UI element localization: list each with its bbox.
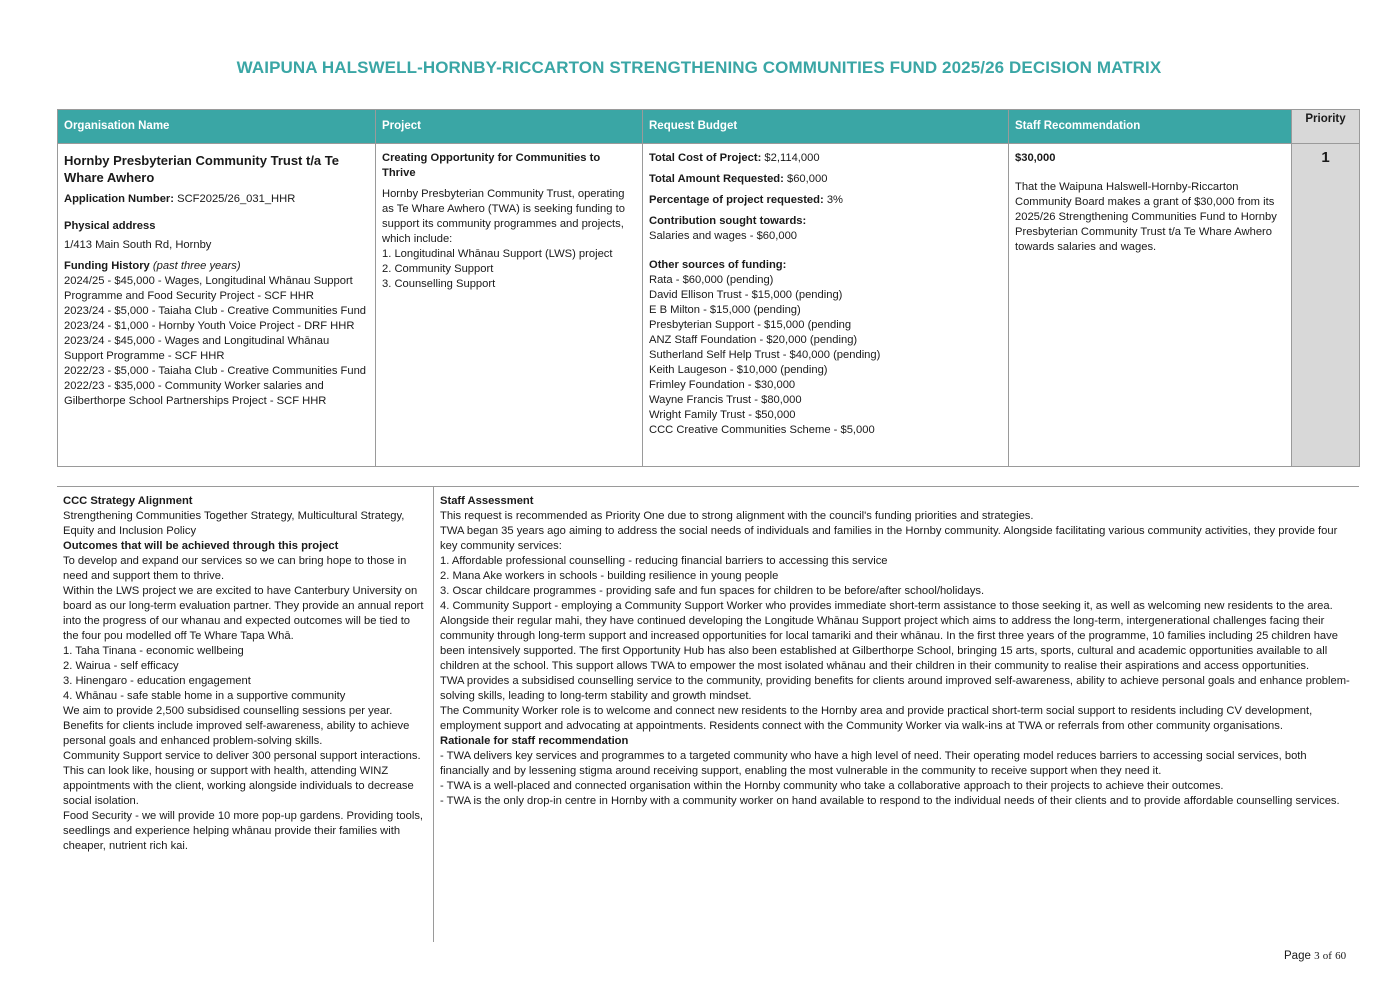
list-item: 2023/24 - $1,000 - Hornby Youth Voice Project - DRF HHR	[64, 320, 355, 332]
list-item: 2. Wairua - self efficacy	[63, 660, 179, 672]
list-item: 1. Taha Tinana - economic wellbeing	[63, 645, 244, 657]
list-item: 2022/23 - $5,000 - Taiaha Club - Creative Communities Fund	[64, 365, 367, 377]
assessment-heading: Staff Assessment	[440, 495, 534, 507]
assessment-paragraph: TWA began 35 years ago aiming to address the social needs of individuals and families in the Hornby community. Alongside facilitating various community activities, they provide four key community services:	[440, 525, 1338, 552]
list-item: 4. Whānau - safe stable home in a supportive community	[63, 690, 346, 702]
other-funding-label: Other sources of funding:	[649, 259, 787, 271]
list-item: 1. Affordable professional counselling - reducing financial barriers to accessing this service	[440, 555, 888, 567]
budget-cell	[643, 144, 1009, 467]
list-item: ANZ Staff Foundation - $20,000 (pending)	[649, 334, 858, 346]
list-item: 3. Hinengaro - education engagement	[63, 675, 251, 687]
application-number	[64, 192, 369, 207]
list-item: 2. Community Support	[382, 263, 494, 275]
list-item: E B Milton - $15,000 (pending)	[649, 304, 801, 316]
lws-text: Within the LWS project we are excited to have Canterbury University on board as our long-term evaluation partner. They provide an annual report into the progress of our whanau and expected outcomes will be tied to the four pou modelled off Te Whare Tapa Whā.	[63, 585, 424, 642]
funding-history-heading	[64, 259, 369, 274]
food-security-outcome: Food Security - we will provide 10 more pop-up gardens. Providing tools, seedlings and experience helping whānau provide their families with cheaper, nutrient rich kai.	[63, 810, 424, 852]
decision-matrix-table	[57, 109, 1360, 467]
amount-requested	[649, 172, 1002, 187]
funding-history-list	[64, 274, 369, 409]
list-item: Keith Laugeson - $10,000 (pending)	[649, 364, 828, 376]
application-number-label: Application Number:	[64, 193, 175, 205]
pou-list	[63, 644, 427, 704]
column-divider	[433, 487, 434, 942]
organisation-cell	[58, 144, 376, 467]
other-funding-list	[649, 273, 1002, 438]
project-name: Creating Opportunity for Communities to Thrive	[382, 152, 601, 179]
physical-address: 1/413 Main South Rd, Hornby	[64, 239, 212, 251]
list-item: 2022/23 - $35,000 - Community Worker salaries and Gilberthorpe School Partnerships Project - SCF HHR	[64, 380, 327, 407]
recommendation-text: That the Waipuna Halswell-Hornby-Riccarton Community Board makes a grant of $30,000 from its 2025/26 Strengthening Communities Fund to Hornby Presbyterian Community Trust t/a Te Whare Awhero towards salaries and wages.	[1015, 181, 1277, 253]
total-cost-label: Total Cost of Project:	[649, 152, 762, 164]
percentage-requested	[649, 193, 1002, 208]
outcomes-heading: Outcomes that will be achieved through this project	[63, 540, 339, 552]
counselling-outcome: We aim to provide 2,500 subsidised counselling sessions per year. Benefits for clients include improved self-awareness, ability to achieve personal goals and enhanced problem-solving skills.	[63, 705, 410, 747]
recommendation-cell	[1009, 144, 1292, 467]
page-of-label: of	[1322, 950, 1332, 962]
list-item: Wayne Francis Trust - $80,000	[649, 394, 802, 406]
physical-address-label: Physical address	[64, 220, 156, 232]
list-item: 2023/24 - $5,000 - Taiaha Club - Creative Communities Fund	[64, 305, 367, 317]
list-item: 3. Oscar childcare programmes - providing safe and fun spaces for children to be before/after school/holidays.	[440, 585, 985, 597]
contribution-value: Salaries and wages - $60,000	[649, 230, 798, 242]
community-support-outcome: Community Support service to deliver 300 personal support interactions. This can look like, housing or support with health, attending WINZ appointments with the client, working alongside individuals to decrease social isolation.	[63, 750, 421, 807]
page-current: 3	[1314, 950, 1320, 962]
outcomes-intro: To develop and expand our services so we can bring hope to those in need and support them to thrive.	[63, 555, 407, 582]
strategy-heading: CCC Strategy Alignment	[63, 495, 193, 507]
page-number	[1284, 950, 1346, 962]
header-organisation-name: Organisation Name	[58, 110, 376, 144]
assessment-intro: This request is recommended as Priority One due to strong alignment with the council's funding priorities and strategies.	[440, 510, 1034, 522]
header-staff-recommendation: Staff Recommendation	[1009, 110, 1292, 144]
percentage-requested-label: Percentage of project requested:	[649, 194, 824, 206]
document-title: WAIPUNA HALSWELL-HORNBY-RICCARTON STRENGTHENING COMMUNITIES FUND 2025/26 DECISION MATRIX	[236, 58, 1162, 77]
rationale-list	[440, 749, 1352, 809]
amount-requested-label: Total Amount Requested:	[649, 173, 784, 185]
list-item: 2024/25 - $45,000 - Wages, Longitudinal Whānau Support Programme and Food Security Project - SCF HHR	[64, 275, 353, 302]
project-items-list	[382, 247, 636, 292]
list-item: 3. Counselling Support	[382, 278, 496, 290]
priority-value: 1	[1292, 144, 1360, 467]
list-item: - TWA is the only drop-in centre in Hornby with a community worker on hand available to respond to the individual needs of their clients and to provide affordable counselling services.	[440, 795, 1340, 807]
list-item: Wright Family Trust - $50,000	[649, 409, 796, 421]
list-item: Rata - $60,000 (pending)	[649, 274, 774, 286]
project-description: Hornby Presbyterian Community Trust, operating as Te Whare Awhero (TWA) is seeking funding to support its community programmes and projects, which include:	[382, 188, 625, 245]
organisation-name: Hornby Presbyterian Community Trust t/a Te Whare Awhero	[64, 153, 339, 185]
list-item: CCC Creative Communities Scheme - $5,000	[649, 424, 875, 436]
header-priority: Priority	[1292, 110, 1360, 144]
list-item: 2023/24 - $45,000 - Wages and Longitudinal Whānau Support Programme - SCF HHR	[64, 335, 330, 362]
list-item: Presbyterian Support - $15,000 (pending	[649, 319, 852, 331]
amount-requested-value: $60,000	[786, 173, 828, 185]
header-request-budget: Request Budget	[643, 110, 1009, 144]
assessment-paragraph: TWA provides a subsidised counselling service to the community, providing benefits for clients around improved self-awareness, ability to achieve personal goals and enhance problem-solving skills, leading to long-term stability and growth mindset.	[440, 675, 1350, 702]
list-item: - TWA delivers key services and programmes to a targeted community who have a high level of need. Their operating model reduces barriers to accessing social services, both financially and by lessening stigma around receiving support, enabling the most vulnerable in the community to receive support when they need it.	[440, 750, 1307, 777]
application-number-value: SCF2025/26_031_HHR	[177, 193, 296, 205]
strategy-alignment-panel	[63, 494, 427, 854]
rationale-heading: Rationale for staff recommendation	[440, 735, 629, 747]
funding-history-label: Funding History	[64, 260, 150, 272]
list-item: Frimley Foundation - $30,000	[649, 379, 796, 391]
total-cost-value: $2,114,000	[764, 152, 820, 164]
total-cost	[649, 151, 1002, 166]
strategy-text: Strengthening Communities Together Strategy, Multicultural Strategy, Equity and Inclusion Policy	[63, 510, 405, 537]
table-row	[58, 144, 1360, 467]
project-cell	[376, 144, 643, 467]
list-item: 1. Longitudinal Whānau Support (LWS) project	[382, 248, 613, 260]
section-divider	[57, 486, 1359, 487]
services-list	[440, 554, 1352, 614]
page-total: 60	[1335, 950, 1347, 962]
page-label: Page	[1284, 950, 1311, 962]
percentage-requested-value: 3%	[826, 194, 843, 206]
list-item: 2. Mana Ake workers in schools - building resilience in young people	[440, 570, 779, 582]
assessment-paragraph: Alongside their regular mahi, they have continued developing the Longitude Whānau Support project which aims to address the long-term, intergenerational challenges facing their community through long-term support and increased opportunities for local tamariki and their whānau. In the first three years of the programme, 10 families including 25 children have been intensively supported. The first Opportunity Hub has also been established at Gilberthorpe School, bringing 15 arts, sports, cultural and academic opportunities available to all children at the school. This support allows TWA to empower the most isolated whānau and their children in their community to realise their aspirations and access opportunities.	[440, 615, 1338, 672]
funding-history-note: (past three years)	[152, 260, 241, 272]
list-item: 4. Community Support - employing a Community Support Worker who provides immediate short-term assistance to those seeking it, as well as welcoming new residents to the area.	[440, 600, 1333, 612]
contribution-label: Contribution sought towards:	[649, 215, 807, 227]
table-header-row	[58, 110, 1360, 144]
list-item: - TWA is a well-placed and connected organisation within the Hornby community who take a collaborative approach to their projects to achieve their outcomes.	[440, 780, 1224, 792]
header-project: Project	[376, 110, 643, 144]
recommendation-amount: $30,000	[1015, 152, 1056, 164]
list-item: David Ellison Trust - $15,000 (pending)	[649, 289, 843, 301]
staff-assessment-panel	[440, 494, 1352, 809]
list-item: Sutherland Self Help Trust - $40,000 (pending)	[649, 349, 881, 361]
assessment-paragraph: The Community Worker role is to welcome and connect new residents to the Hornby area and provide practical short-term social support to residents including CV development, employment support and advocating at appointments. Residents connect with the Community Worker via walk-ins at TWA or referrals from other community organisations.	[440, 705, 1313, 732]
